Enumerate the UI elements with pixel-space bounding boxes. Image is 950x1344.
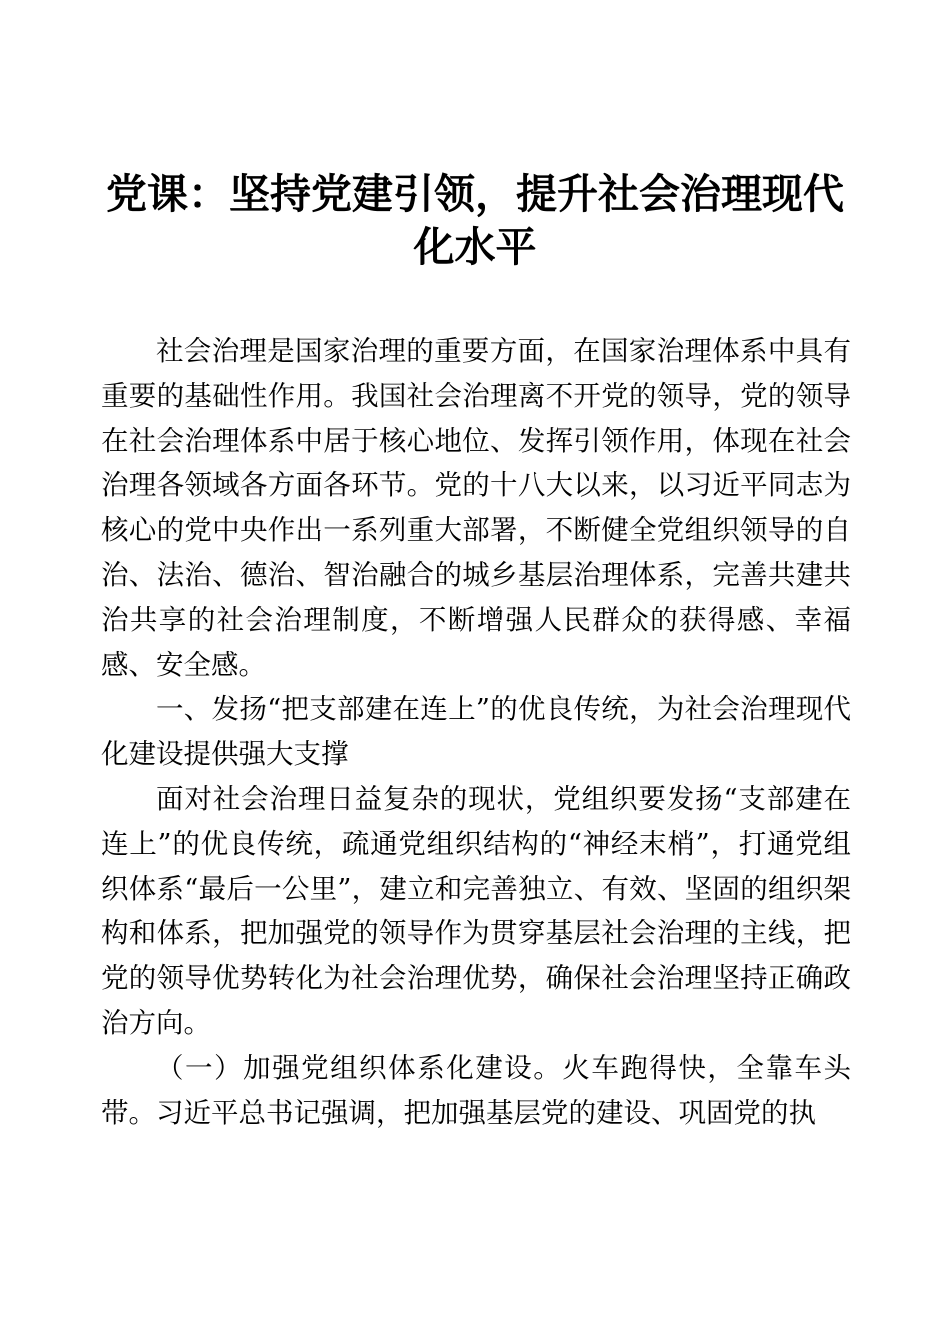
section-heading-1: 一、发扬“把支部建在连上”的优良传统，为社会治理现代化建设提供强大支撑 [101, 693, 851, 771]
document-title: 党课：坚持党建引领，提升社会治理现代化水平 [106, 170, 844, 271]
paragraph-section-1: 面对社会治理日益复杂的现状，党组织要发扬“支部建在连上”的优良传统，疏通党组织结构的“神经末梢”，打通党组织体系“最后一公里”，建立和完善独立、有效、坚固的组织架构和体系，把加强党的领导作为贯穿基层社会治理的主线，把党的领导优势转化为社会治理优势，确保社会治理坚持正确政治方向。 [101, 782, 851, 1039]
document-body [101, 329, 851, 1135]
subsection-heading-1: （一）加强党组织体系化建设。火车跑得快，全靠车头带。习近平总书记强调，把加强基层党的建设、巩固党的执 [101, 1051, 851, 1129]
paragraph-intro: 社会治理是国家治理的重要方面，在国家治理体系中具有重要的基础性作用。我国社会治理离不开党的领导，党的领导在社会治理体系中居于核心地位、发挥引领作用，体现在社会治理各领域各方面各环节。党的十八大以来，以习近平同志为核心的党中央作出一系列重大部署，不断健全党组织领导的自治、法治、德治、智治融合的城乡基层治理体系，完善共建共治共享的社会治理制度，不断增强人民群众的获得感、幸福感、安全感。 [101, 335, 851, 681]
